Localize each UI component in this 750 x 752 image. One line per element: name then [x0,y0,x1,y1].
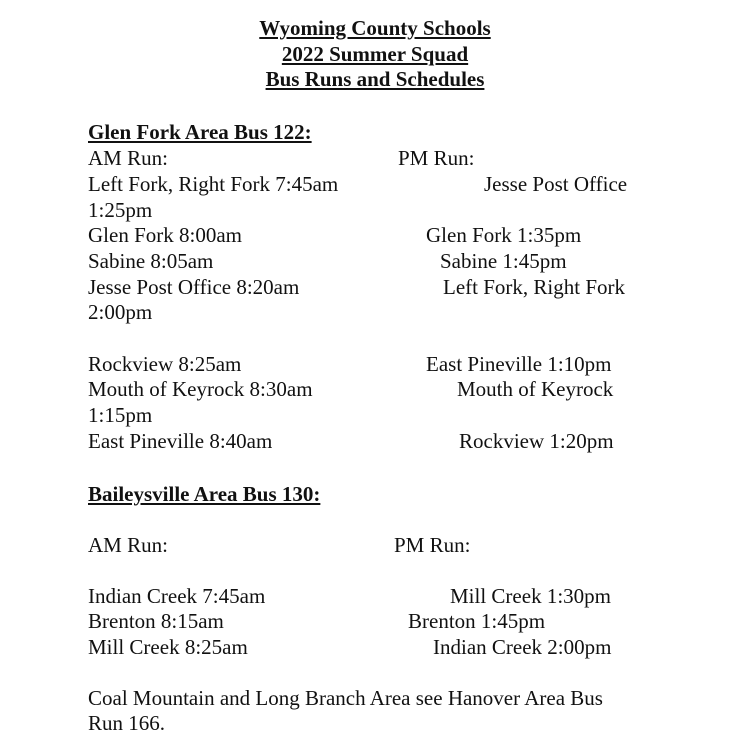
schedule-line: 1:15pm [88,403,153,427]
schedule-line: Mouth of Keyrock 8:30am [88,377,313,401]
title-line-1: Wyoming County Schools [259,16,491,40]
glen-fork-heading: Glen Fork Area Bus 122: [88,120,312,144]
glen-fork-pm-label: PM Run: [398,146,475,170]
schedule-line: Rockview 8:25am [88,352,242,376]
schedule-line: Left Fork, Right Fork 7:45am [88,172,339,196]
schedule-line: Mill Creek 1:30pm [450,584,611,608]
schedule-line: East Pineville 8:40am [88,429,273,453]
glen-fork-am-label: AM Run: [88,146,168,170]
baileysville-pm-label: PM Run: [394,533,471,557]
footer-note-line-1: Coal Mountain and Long Branch Area see Hanover Area Bus [88,686,603,710]
schedule-line: East Pineville 1:10pm [426,352,612,376]
schedule-line: Rockview 1:20pm [459,429,614,453]
schedule-line: 1:25pm [88,198,153,222]
baileysville-am-label: AM Run: [88,533,168,557]
schedule-line: Jesse Post Office [484,172,628,196]
schedule-line: Sabine 1:45pm [440,249,567,273]
schedule-line: Sabine 8:05am [88,249,214,273]
baileysville-heading: Baileysville Area Bus 130: [88,482,321,506]
footer-note-line-2: Run 166. [88,711,166,735]
title-line-2: 2022 Summer Squad [281,42,469,66]
schedule-line: Mouth of Keyrock [457,377,614,401]
schedule-line: Glen Fork 1:35pm [426,223,582,247]
schedule-line: Brenton 8:15am [88,609,224,633]
schedule-line: Indian Creek 2:00pm [433,635,612,659]
schedule-line: Left Fork, Right Fork [443,275,625,299]
schedule-line: Glen Fork 8:00am [88,223,242,247]
schedule-line: 2:00pm [88,300,153,324]
schedule-line: Brenton 1:45pm [408,609,546,633]
schedule-line: Jesse Post Office 8:20am [88,275,300,299]
schedule-line: Mill Creek 8:25am [88,635,248,659]
title-line-3: Bus Runs and Schedules [265,67,485,91]
schedule-line: Indian Creek 7:45am [88,584,266,608]
